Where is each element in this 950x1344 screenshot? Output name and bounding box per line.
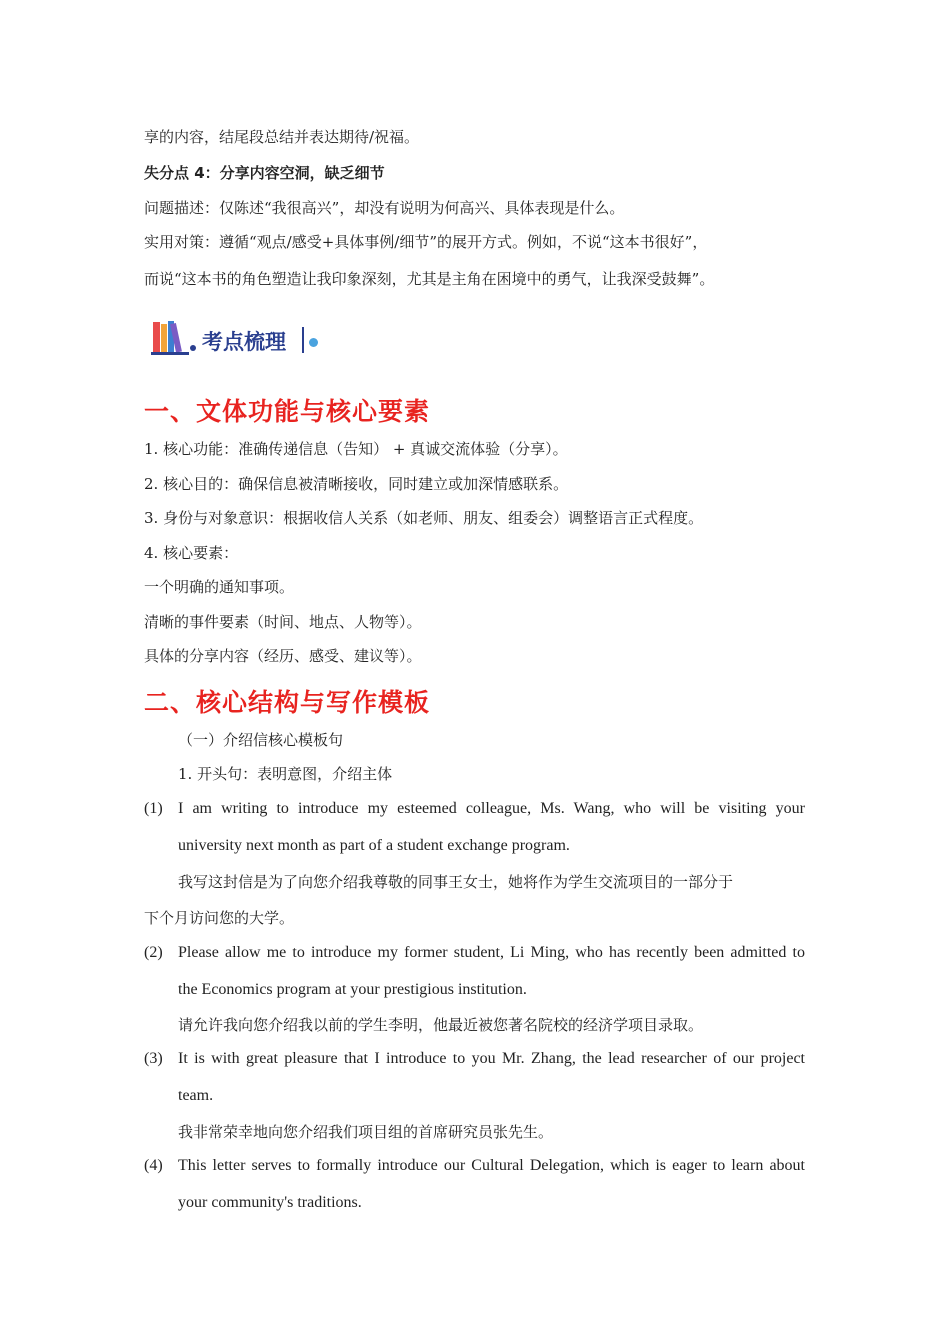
example-2-chinese-1: 请允许我向您介绍我以前的学生李明，他最近被您著名院校的经济学项目录取。 <box>178 1016 704 1034</box>
badge-label: 考点梳理 <box>202 330 286 354</box>
books-icon <box>150 318 198 358</box>
example-1-chinese-1: 我写这封信是为了向您介绍我尊敬的同事王女士，她将作为学生交流项目的一部分于 <box>178 873 734 891</box>
strategy-line-1: 实用对策：遵循“观点/感受+具体事例/细节”的展开方式。例如，不说“这本书很好”， <box>144 233 708 251</box>
section-1-item-1: 1. 核心功能：准确传递信息（告知） + 真诚交流体验（分享）。 <box>144 440 568 458</box>
example-3-chinese-1: 我非常荣幸地向您介绍我们项目组的首席研究员张先生。 <box>178 1123 554 1141</box>
section-1-item-4: 4. 核心要素： <box>144 544 239 562</box>
exam-points-badge <box>150 318 325 358</box>
example-3-english-2: team. <box>178 1087 214 1104</box>
section-1-item-7: 具体的分享内容（经历、感受、建议等）。 <box>144 647 422 665</box>
section-1-title: 一、文体功能与核心要素 <box>144 397 431 426</box>
example-2-number: (2) <box>144 944 163 961</box>
intro-line: 享的内容，结尾段总结并表达期待/祝福。 <box>144 128 420 146</box>
example-2-english-2: the Economics program at your prestigious institution. <box>178 981 527 998</box>
example-1-english-1: I am writing to introduce my esteemed colleague, Ms. Wang, who will be visiting your <box>178 800 805 817</box>
example-4-number: (4) <box>144 1157 163 1174</box>
section-1-item-5: 一个明确的通知事项。 <box>144 578 295 596</box>
section-2-title: 二、核心结构与写作模板 <box>144 688 431 717</box>
example-3-english-1: It is with great pleasure that I introduce to you Mr. Zhang, the lead researcher of our project <box>178 1050 805 1067</box>
example-2-english-1: Please allow me to introduce my former student, Li Ming, who has recently been admitted to <box>178 944 805 961</box>
section-2-point: 1. 开头句：表明意图，介绍主体 <box>178 765 393 783</box>
section-2-subtitle: （一）介绍信核心模板句 <box>178 731 344 749</box>
section-1-item-6: 清晰的事件要素（时间、地点、人物等）。 <box>144 613 422 631</box>
example-4-english-2: your community's traditions. <box>178 1194 362 1211</box>
example-3-number: (3) <box>144 1050 163 1067</box>
example-1-chinese-2: 下个月访问您的大学。 <box>144 909 295 927</box>
strategy-line-2: 而说“这本书的角色塑造让我印象深刻，尤其是主角在困境中的勇气，让我深受鼓舞”。 <box>144 270 715 288</box>
example-4-english-1: This letter serves to formally introduce our Cultural Delegation, which is eager to learn about <box>178 1157 805 1174</box>
section-1-item-3: 3. 身份与对象意识：根据收信人关系（如老师、朋友、组委会）调整语言正式程度。 <box>144 509 704 527</box>
example-1-english-2: university next month as part of a student exchange program. <box>178 837 570 854</box>
problem-description: 问题描述：仅陈述“我很高兴”，却没有说明为何高兴、具体表现是什么。 <box>144 199 625 217</box>
badge-cursor <box>302 327 304 353</box>
badge-dot <box>309 338 318 347</box>
example-1-number: (1) <box>144 800 163 817</box>
section-1-item-2: 2. 核心目的：确保信息被清晰接收，同时建立或加深情感联系。 <box>144 475 569 493</box>
mistake-heading: 失分点 4：分享内容空洞，缺乏细节 <box>144 164 385 182</box>
